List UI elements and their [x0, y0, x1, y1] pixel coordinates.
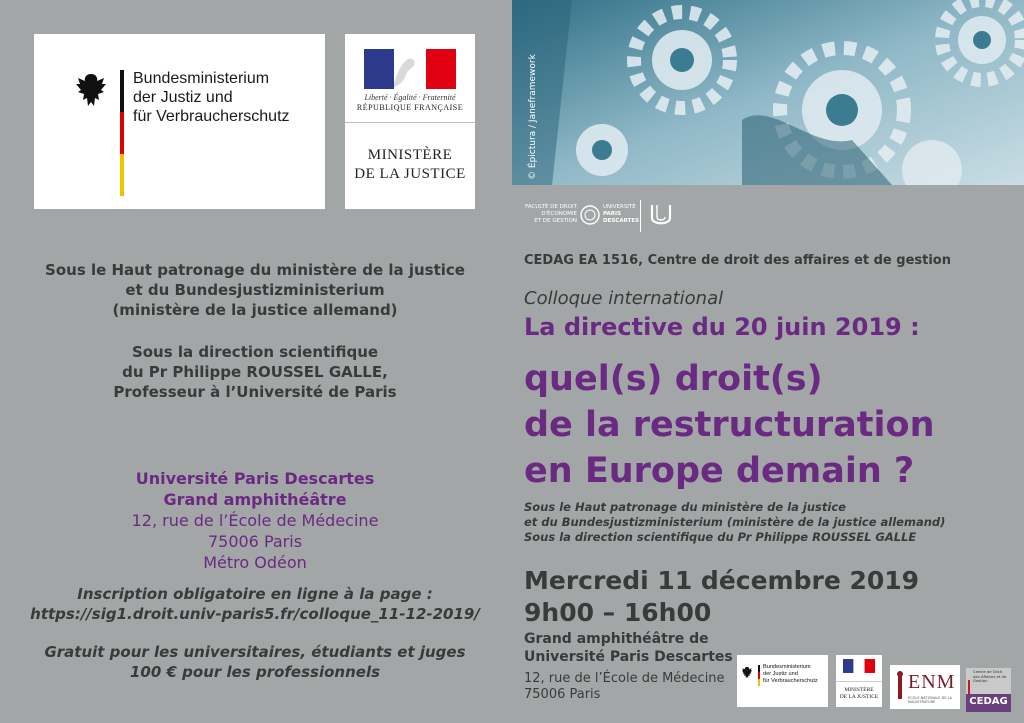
mj-motto: Liberté · Égalité · Fraternité [364, 93, 456, 102]
u-monogram-icon [647, 202, 675, 230]
event-type: Colloque international [524, 288, 724, 309]
title-main-2: de la restructuration [524, 405, 935, 445]
left-patronage-1: Sous le Haut patronage du ministère de la justice [45, 261, 465, 279]
gears-photo [512, 0, 1024, 185]
cedag-line: CEDAG EA 1516, Centre de droit des affaires et de gestion [524, 253, 951, 268]
left-venue-addr-3: Métro Odéon [203, 553, 307, 572]
left-venue-name-2: Grand amphithéâtre [163, 490, 347, 509]
left-direction-2: du Pr Philippe ROUSSEL GALLE, [122, 363, 388, 381]
flag-stripes [120, 70, 124, 196]
bmj-small-line2: der Justiz und [763, 671, 798, 677]
left-pricing-1: Gratuit pour les universitaires, étudiants et juges [44, 643, 466, 661]
title-line1: La directive du 20 juin 2019 : [524, 313, 920, 341]
right-venue-2: Université Paris Descartes [524, 649, 733, 665]
cedag-small-text: Centre de Droit des Affaires et de Gestion [973, 669, 1007, 684]
faculty-line2: D'ÉCONOMIE [541, 211, 577, 217]
mj-divider [345, 122, 475, 123]
enm-logo [890, 665, 960, 709]
scales-figure-icon [894, 671, 906, 701]
ministere-justice-logo [345, 34, 475, 209]
title-main-1: quel(s) droit(s) [524, 359, 823, 399]
marianne-flag-icon [843, 659, 875, 673]
faculty-line3: ET DE GESTION [534, 218, 577, 224]
event-date: Mercredi 11 décembre 2019 [524, 566, 920, 595]
left-patronage-2: et du Bundesjustizministerium [125, 281, 385, 299]
left-venue-name-1: Université Paris Descartes [135, 469, 375, 488]
title-main-3: en Europe demain ? [524, 451, 915, 491]
left-direction-3: Professeur à l’Université de Paris [113, 383, 397, 401]
enm-sub: ÉCOLE NATIONALE DE LA MAGISTRATURE [908, 696, 953, 704]
cedag-label: CEDAG [969, 696, 1008, 707]
right-address-2: 75006 Paris [524, 687, 601, 702]
event-time: 9h00 – 16h00 [524, 598, 712, 627]
federal-eagle-icon [741, 666, 753, 679]
faculty-line1: FACULTÉ DE DROIT [525, 204, 577, 210]
mj-republic: RÉPUBLIQUE FRANÇAISE [356, 103, 464, 112]
left-patronage-3: (ministère de la justice allemand) [112, 301, 398, 319]
left-direction-1: Sous la direction scientifique [131, 343, 379, 361]
flag-stripes-small [758, 665, 760, 686]
university-seal-icon [580, 205, 600, 225]
mj-line1: MINISTÈRE [367, 147, 453, 163]
right-patronage-1: Sous le Haut patronage du ministère de la justice [524, 500, 846, 514]
logo-divider [640, 200, 641, 232]
cedag-logo [966, 668, 1011, 712]
ministere-justice-logo-small [836, 655, 882, 707]
bmj-line2: der Justiz und [133, 89, 233, 106]
right-patronage-2: et du Bundesjustizministerium (ministère de la justice allemand) [524, 515, 946, 529]
bmj-small-line1: Bundesministerium [763, 664, 811, 670]
bmj-logo [34, 34, 325, 209]
federal-eagle-icon [74, 72, 108, 108]
mj-small-divider [836, 681, 882, 682]
enm-letters: ENM [908, 671, 956, 693]
photo-credit: © Épictura / Janeframework [528, 54, 538, 180]
univ-line2: PARIS [603, 211, 622, 217]
paris-descartes-logo [521, 200, 701, 234]
right-venue-1: Grand amphithéâtre de [524, 631, 709, 647]
mj-small-line1: MINISTÈRE [844, 687, 874, 693]
left-inscription-link[interactable]: https://sig1.droit.univ-paris5.fr/colloque_11-12-2019/ [30, 605, 480, 623]
left-venue-addr-2: 75006 Paris [207, 532, 303, 551]
bmj-line3: für Verbraucherschutz [133, 108, 290, 125]
marianne-flag-icon [364, 49, 456, 89]
left-pricing-2: 100 € pour les professionnels [129, 663, 381, 681]
bmj-small-line3: für Verbraucherschutz [763, 678, 818, 684]
mj-line2: DE LA JUSTICE [354, 166, 466, 182]
left-inscription-1: Inscription obligatoire en ligne à la page : [77, 585, 433, 603]
bmj-line1: Bundesministerium [133, 70, 270, 87]
univ-line1: UNIVERSITÉ [603, 204, 636, 210]
left-venue-addr-1: 12, rue de l’École de Médecine [131, 511, 379, 530]
univ-line3: DESCARTES [603, 218, 640, 224]
right-address-1: 12, rue de l’École de Médecine [524, 671, 725, 686]
bmj-logo-small [737, 655, 828, 707]
mj-small-line2: DE LA JUSTICE [839, 694, 879, 700]
right-patronage-3: Sous la direction scientifique du Pr Philippe ROUSSEL GALLE [524, 530, 917, 544]
